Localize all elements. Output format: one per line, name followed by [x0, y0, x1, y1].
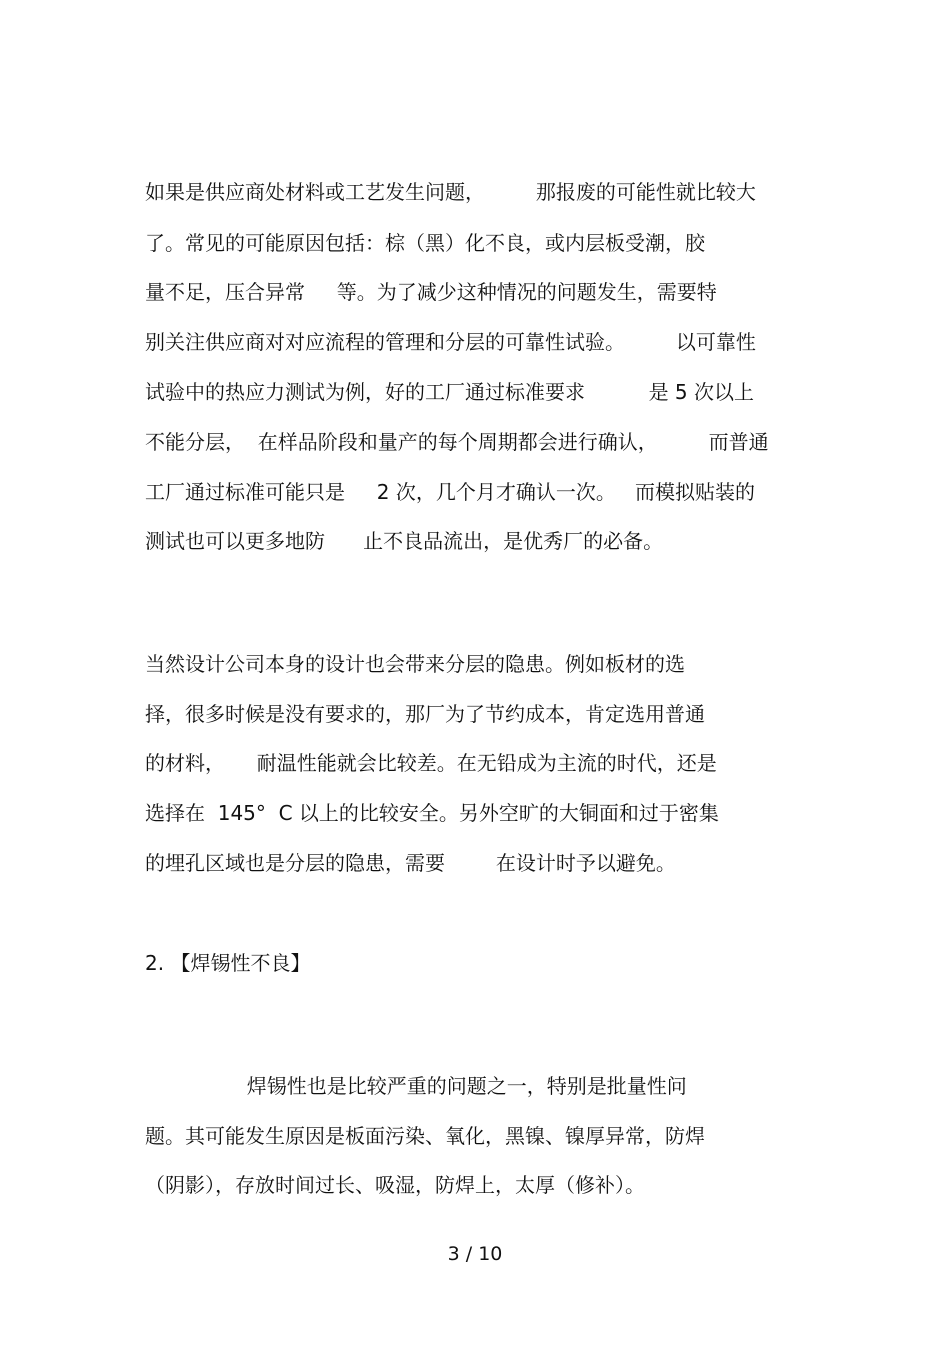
paragraph-3-line-1: 焊锡性也是比较严重的问题之一，特别是批量性问 [145, 1074, 687, 1098]
paragraph-2-line-2: 择，很多时候是没有要求的，那厂为了节约成本，肯定选用普通 [145, 702, 705, 726]
paragraph-1-line-2: 了。常见的可能原因包括：棕（黑）化不良，或内层板受潮，胶 [145, 231, 705, 255]
paragraph-1-line-6: 不能分层， 在样品阶段和量产的每个周期都会进行确认， 而普通 [145, 430, 769, 454]
paragraph-1-line-8: 测试也可以更多地防 止不良品流出，是优秀厂的必备。 [145, 529, 664, 553]
paragraph-2-line-1: 当然设计公司本身的设计也会带来分层的隐患。例如板材的选 [145, 652, 685, 676]
paragraph-1-line-3: 量不足，压合异常 等。为了减少这种情况的问题发生，需要特 [145, 280, 717, 304]
paragraph-1-line-7: 工厂通过标准可能只是 2 次，几个月才确认一次。 而模拟贴装的 [145, 480, 755, 504]
paragraph-3-line-2: 题。其可能发生原因是板面污染、氧化，黑镍、镍厚异常，防焊 [145, 1124, 705, 1148]
paragraph-1-line-5: 试验中的热应力测试为例，好的工厂通过标准要求 是 5 次以上 [145, 380, 755, 404]
paragraph-3-line-3: （阴影），存放时间过长、吸湿，防焊上，太厚（修补）。 [145, 1173, 645, 1197]
paragraph-1-line-4: 别关注供应商对对应流程的管理和分层的可靠性试验。 以可靠性 [145, 330, 756, 354]
paragraph-1-line-1: 如果是供应商处材料或工艺发生问题， 那报废的可能性就比较大 [145, 180, 756, 204]
section-heading: 2. 【焊锡性不良】 [145, 951, 311, 975]
page-number: 3 / 10 [447, 1243, 503, 1265]
paragraph-2-line-3: 的材料， 耐温性能就会比较差。在无铅成为主流的时代，还是 [145, 751, 717, 775]
paragraph-2-line-5: 的埋孔区域也是分层的隐患，需要 在设计时予以避免。 [145, 851, 676, 875]
paragraph-2-line-4: 选择在 145° C 以上的比较安全。另外空旷的大铜面和过于密集 [145, 801, 719, 825]
